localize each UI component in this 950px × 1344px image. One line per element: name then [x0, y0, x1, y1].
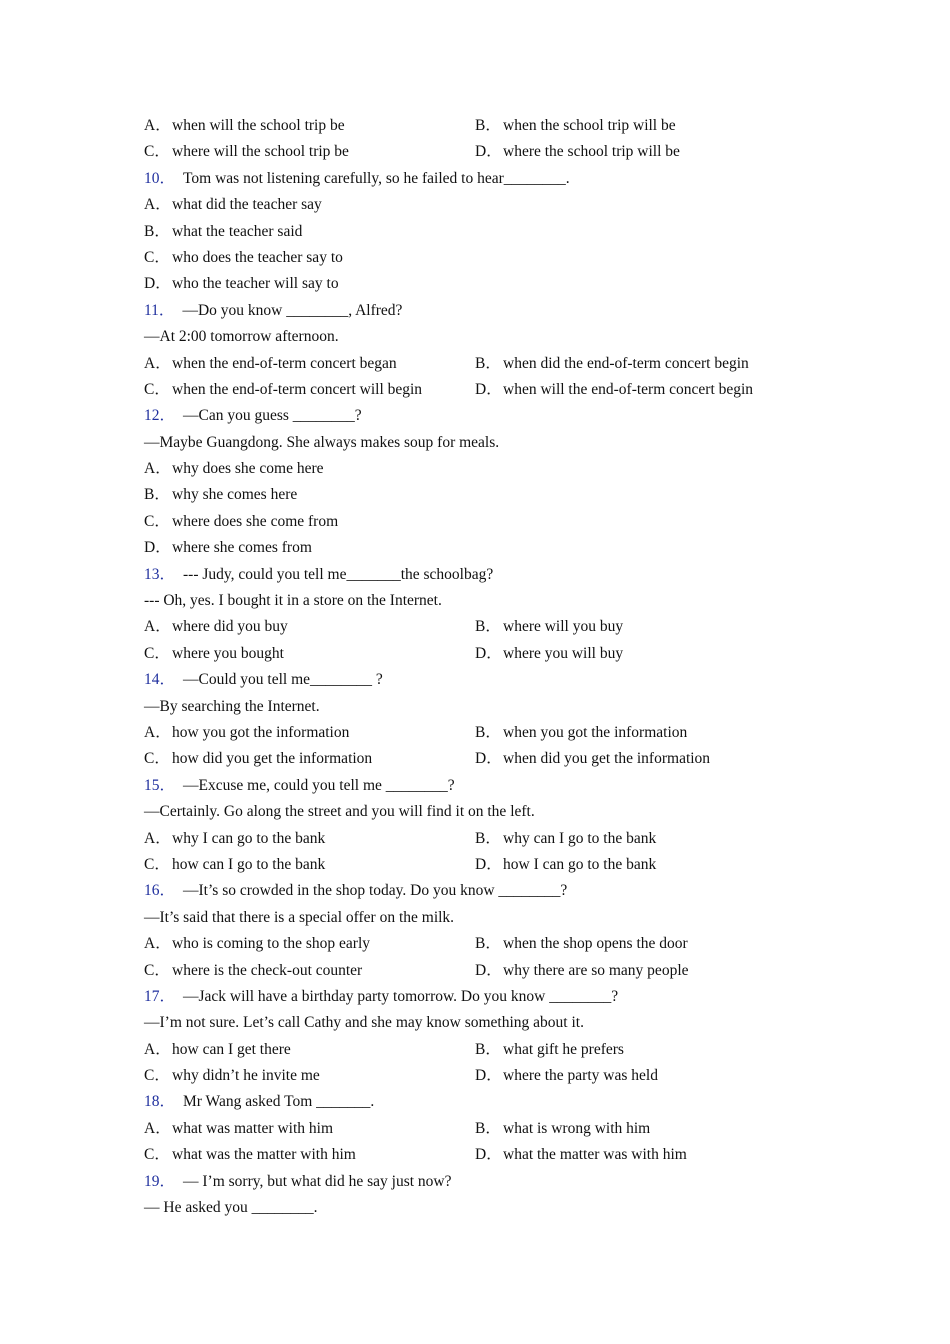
option-row — [144, 720, 824, 746]
answer-option — [144, 826, 325, 852]
answer-option — [144, 535, 824, 561]
answer-option — [144, 852, 325, 878]
answer-option — [475, 1142, 687, 1168]
option-row — [144, 641, 824, 667]
option-letter: D． — [475, 644, 502, 662]
option-letter: B． — [144, 486, 170, 504]
option-text: how you got the information — [172, 723, 350, 741]
option-text: where she comes from — [172, 539, 312, 557]
question-stem — [144, 878, 824, 904]
option-text: what is wrong with him — [503, 1119, 651, 1137]
option-text: when the shop opens the door — [503, 935, 688, 953]
option-text: when you got the information — [503, 723, 688, 741]
answer-option — [475, 958, 689, 984]
option-letter: C． — [144, 961, 170, 979]
option-letter: D． — [475, 855, 502, 873]
option-text: how I can go to the bank — [503, 855, 657, 873]
option-text: why can I go to the bank — [503, 829, 657, 847]
question-number: 12． — [144, 407, 176, 425]
answer-option — [475, 1116, 650, 1142]
option-text: when will the school trip be — [172, 117, 345, 134]
answer-option — [144, 139, 349, 165]
option-text: how did you get the information — [172, 750, 373, 768]
option-letter: A． — [144, 117, 171, 134]
option-text: where the school trip will be — [503, 143, 680, 161]
answer-option — [144, 746, 372, 772]
answer-option — [475, 1037, 624, 1063]
option-row — [144, 113, 824, 139]
option-text: where does she come from — [172, 512, 339, 530]
dialogue-line — [144, 588, 824, 614]
option-row — [144, 1116, 824, 1142]
answer-option — [475, 377, 753, 403]
option-text: why didn’t he invite me — [172, 1067, 320, 1085]
question-text: — I’m sorry, but what did he say just now? — [183, 1172, 452, 1190]
option-row — [144, 852, 824, 878]
option-row — [144, 958, 824, 984]
answer-option — [475, 852, 656, 878]
option-letter: B． — [475, 723, 501, 741]
answer-option — [475, 826, 656, 852]
option-row — [144, 826, 824, 852]
question-number: 17． — [144, 987, 176, 1005]
option-text: where is the check-out counter — [172, 961, 363, 979]
option-letter: C． — [144, 380, 170, 398]
answer-option — [144, 958, 362, 984]
dialogue-text: —I’m not sure. Let’s call Cathy and she may know something about it. — [144, 1014, 584, 1032]
option-text: how can I go to the bank — [172, 855, 326, 873]
option-letter: A． — [144, 618, 171, 636]
question-stem — [144, 1169, 824, 1195]
option-text: where you will buy — [503, 644, 624, 662]
option-letter: A． — [144, 196, 171, 214]
question-number: 10． — [144, 169, 176, 187]
question-number: 19． — [144, 1172, 176, 1190]
dialogue-line — [144, 1010, 824, 1036]
option-letter: C． — [144, 1067, 170, 1085]
dialogue-text: — He asked you ________. — [144, 1199, 318, 1217]
option-letter: C． — [144, 1146, 170, 1164]
question-text: —Could you tell me________ ? — [183, 671, 383, 689]
question-text: --- Judy, could you tell me_______the schoolbag? — [183, 565, 494, 583]
answer-option — [144, 271, 824, 297]
dialogue-line — [144, 430, 824, 456]
option-text: why she comes here — [172, 486, 298, 504]
question-number: 13． — [144, 565, 176, 583]
dialogue-text: —Certainly. Go along the street and you will find it on the left. — [144, 803, 535, 821]
option-letter: A． — [144, 1040, 171, 1058]
option-letter: A． — [144, 935, 171, 953]
option-row — [144, 614, 824, 640]
question-text: —Do you know ________, Alfred? — [182, 301, 403, 319]
dialogue-line — [144, 1195, 824, 1221]
option-text: when the school trip will be — [503, 117, 676, 134]
option-letter: D． — [144, 539, 171, 557]
dialogue-text: —It’s said that there is a special offer on the milk. — [144, 908, 455, 926]
option-text: who does the teacher say to — [172, 248, 343, 266]
answer-option — [144, 113, 345, 139]
option-text: where will the school trip be — [172, 143, 349, 161]
option-text: what the matter was with him — [503, 1146, 687, 1164]
answer-option — [144, 245, 824, 271]
answer-option — [144, 614, 288, 640]
option-text: what gift he prefers — [503, 1040, 624, 1058]
option-letter: A． — [144, 354, 171, 372]
option-row — [144, 1037, 824, 1063]
option-letter: D． — [475, 143, 502, 161]
option-letter: C． — [144, 750, 170, 768]
option-letter: D． — [144, 275, 171, 293]
option-letter: D． — [475, 750, 502, 768]
answer-option — [475, 641, 623, 667]
option-text: when did you get the information — [503, 750, 711, 768]
answer-option — [144, 1037, 291, 1063]
option-letter: D． — [475, 1146, 502, 1164]
dialogue-line — [144, 324, 824, 350]
question-stem — [144, 984, 824, 1010]
option-text: where the party was held — [503, 1067, 658, 1085]
option-row — [144, 1063, 824, 1089]
option-row — [144, 746, 824, 772]
option-letter: B． — [475, 618, 501, 636]
answer-option — [144, 456, 824, 482]
question-text: —Excuse me, could you tell me ________? — [183, 776, 455, 794]
answer-option — [144, 509, 824, 535]
answer-option — [144, 641, 284, 667]
option-letter: B． — [475, 354, 501, 372]
option-text: when the end-of-term concert will begin — [172, 380, 423, 398]
option-letter: B． — [475, 935, 501, 953]
option-letter: B． — [475, 829, 501, 847]
option-text: why I can go to the bank — [172, 829, 326, 847]
option-row — [144, 139, 824, 165]
option-text: what the teacher said — [172, 222, 303, 240]
question-number: 11． — [144, 301, 175, 319]
option-text: who is coming to the shop early — [172, 935, 371, 953]
question-text: Tom was not listening carefully, so he failed to hear________. — [183, 169, 570, 187]
option-letter: D． — [475, 961, 502, 979]
option-letter: C． — [144, 248, 170, 266]
answer-option — [144, 219, 824, 245]
question-stem — [144, 166, 824, 192]
option-text: where you bought — [172, 644, 284, 662]
answer-option — [475, 113, 676, 139]
option-text: when will the end-of-term concert begin — [503, 380, 754, 398]
option-letter: D． — [475, 1067, 502, 1085]
option-text: how can I get there — [172, 1040, 291, 1058]
answer-option — [144, 720, 349, 746]
answer-option — [144, 1116, 333, 1142]
option-text: who the teacher will say to — [172, 275, 339, 293]
option-text: when did the end-of-term concert begin — [503, 354, 749, 372]
dialogue-text: —At 2:00 tomorrow afternoon. — [144, 328, 339, 346]
dialogue-line — [144, 905, 824, 931]
question-text: —Jack will have a birthday party tomorrow. Do you know ________? — [183, 987, 619, 1005]
option-letter: B． — [475, 117, 501, 134]
option-row — [144, 1142, 824, 1168]
option-text: where did you buy — [172, 618, 288, 636]
dialogue-text: —Maybe Guangdong. She always makes soup for meals. — [144, 433, 500, 451]
answer-option — [475, 746, 710, 772]
option-text: when the end-of-term concert began — [172, 354, 397, 372]
question-stem — [144, 667, 824, 693]
question-stem — [144, 1089, 824, 1115]
question-stem — [144, 403, 824, 429]
answer-option — [144, 351, 397, 377]
answer-option — [144, 931, 370, 957]
question-number: 16． — [144, 882, 176, 900]
answer-option — [475, 614, 623, 640]
option-letter: C． — [144, 512, 170, 530]
question-list — [144, 113, 824, 1221]
option-letter: D． — [475, 380, 502, 398]
question-stem — [144, 562, 824, 588]
dialogue-line — [144, 694, 824, 720]
answer-option — [475, 931, 688, 957]
option-letter: A． — [144, 460, 171, 478]
option-row — [144, 931, 824, 957]
option-text: where will you buy — [503, 618, 624, 636]
question-number: 18． — [144, 1093, 176, 1111]
option-text: what did the teacher say — [172, 196, 322, 214]
answer-option — [144, 482, 824, 508]
option-text: why does she come here — [172, 460, 324, 478]
option-row — [144, 377, 824, 403]
option-text: why there are so many people — [503, 961, 689, 979]
question-text: Mr Wang asked Tom _______. — [183, 1093, 375, 1111]
question-stem — [144, 298, 824, 324]
option-text: what was the matter with him — [172, 1146, 356, 1164]
option-letter: A． — [144, 723, 171, 741]
dialogue-text: --- Oh, yes. I bought it in a store on the Internet. — [144, 592, 442, 610]
answer-option — [144, 1142, 356, 1168]
answer-option — [475, 1063, 658, 1089]
option-letter: C． — [144, 855, 170, 873]
question-number: 14． — [144, 671, 176, 689]
option-letter: C． — [144, 143, 170, 161]
dialogue-text: —By searching the Internet. — [144, 697, 320, 715]
option-row — [144, 351, 824, 377]
answer-option — [475, 139, 680, 165]
answer-option — [475, 720, 687, 746]
answer-option — [144, 377, 422, 403]
option-letter: A． — [144, 1119, 171, 1137]
answer-option — [144, 192, 824, 218]
dialogue-line — [144, 799, 824, 825]
option-text: what was matter with him — [172, 1119, 333, 1137]
option-letter: C． — [144, 644, 170, 662]
option-letter: A． — [144, 829, 171, 847]
answer-option — [475, 351, 749, 377]
question-number: 15． — [144, 776, 176, 794]
option-letter: B． — [144, 222, 170, 240]
question-text: —Can you guess ________? — [183, 407, 362, 425]
question-stem — [144, 773, 824, 799]
option-letter: B． — [475, 1119, 501, 1137]
option-letter: B． — [475, 1040, 501, 1058]
answer-option — [144, 1063, 320, 1089]
question-text: —It’s so crowded in the shop today. Do you know ________? — [183, 882, 568, 900]
